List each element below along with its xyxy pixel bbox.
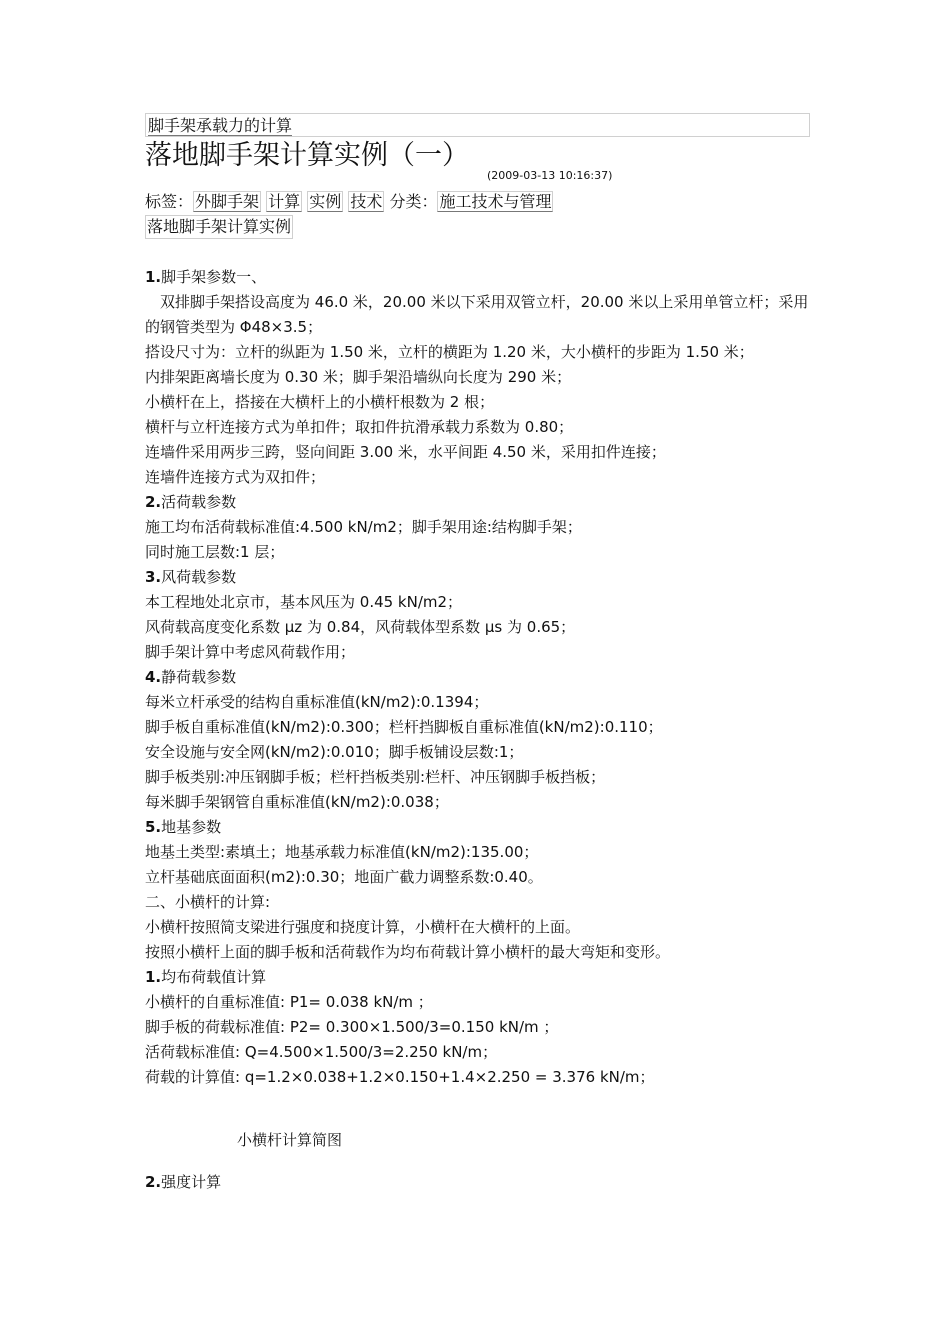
section-number: 4.: [145, 668, 162, 686]
line-text: 小横杆的自重标准值: P1= 0.038 kN/m ；: [145, 993, 433, 1011]
body-line: [145, 840, 810, 865]
body-line: [145, 890, 810, 915]
section-number: 2.: [145, 1173, 162, 1191]
body-line: [145, 765, 810, 790]
line-text: 按照小横杆上面的脚手板和活荷载作为均布荷载计算小横杆的最大弯矩和变形。: [145, 943, 671, 961]
line-text: 每米脚手架钢管自重标准值(kN/m2):0.038；: [145, 793, 449, 811]
article-subtitle: 落地脚手架计算实例: [145, 215, 293, 239]
section-number: 1.: [145, 968, 162, 986]
body-line: [145, 1065, 810, 1090]
section-title: 强度计算: [161, 1173, 222, 1191]
tag-link[interactable]: 实例: [309, 192, 342, 211]
line-text: 施工均布活荷载标准值:4.500 kN/m2；脚手架用途:结构脚手架；: [145, 518, 582, 536]
category-link[interactable]: 施工技术与管理: [439, 192, 552, 211]
line-text: 安全设施与安全网(kN/m2):0.010；脚手板铺设层数:1；: [145, 743, 524, 761]
tags-label: 标签：: [145, 192, 194, 211]
body-line: [145, 1040, 810, 1065]
header-box: [145, 113, 810, 137]
line-text: 搭设尺寸为：立杆的纵距为 1.50 米，立杆的横距为 1.20 米，大小横杆的步距为 1.50 米；: [145, 343, 754, 361]
line-text: 立杆基础底面面积(m2):0.30；地面广截力调整系数:0.40。: [145, 868, 543, 886]
body-line: [145, 515, 810, 540]
body-line: [145, 490, 810, 515]
line-text: 小横杆在上，搭接在大横杆上的小横杆根数为 2 根；: [145, 393, 495, 411]
line-text: 小横杆按照简支梁进行强度和挠度计算，小横杆在大横杆的上面。: [145, 918, 581, 936]
line-text: 地基参数: [161, 818, 222, 836]
line-text: 本工程地处北京市，基本风压为 0.45 kN/m2；: [145, 593, 463, 611]
section-heading: [145, 1170, 810, 1195]
line-text: 活荷载标准值: Q=4.500×1.500/3=2.250 kN/m；: [145, 1043, 498, 1061]
body-line: [145, 815, 810, 840]
figure-caption: 小横杆计算简图: [237, 1131, 343, 1149]
line-text: 连墙件采用两步三跨，竖向间距 3.00 米，水平间距 4.50 米，采用扣件连接；: [145, 443, 666, 461]
line-text: 脚手板类别:冲压钢脚手板；栏杆挡板类别:栏杆、冲压钢脚手板挡板；: [145, 768, 606, 786]
line-text: 脚手板的荷载标准值: P2= 0.300×1.500/3=0.150 kN/m ；: [145, 1018, 559, 1036]
line-text: 二、小横杆的计算:: [145, 893, 271, 911]
body-line: [145, 340, 810, 365]
body-line: [145, 990, 810, 1015]
body-line: [145, 865, 810, 890]
line-text: 静荷载参数: [161, 668, 237, 686]
line-text: 荷载的计算值: q=1.2×0.038+1.2×0.150+1.4×2.250 = 3.376 kN/m；: [145, 1068, 655, 1086]
tag-link[interactable]: 外脚手架: [195, 192, 260, 211]
line-text: 脚手板自重标准值(kN/m2):0.300；栏杆挡脚板自重标准值(kN/m2):0.110；: [145, 718, 663, 736]
line-text: 风荷载高度变化系数 μz 为 0.84，风荷载体型系数 μs 为 0.65；: [145, 618, 576, 636]
line-text: 活荷载参数: [161, 493, 237, 511]
body-line: [145, 715, 810, 740]
line-text: 脚手架参数一、: [161, 268, 267, 286]
body-line: [145, 915, 810, 940]
body-line: [145, 465, 810, 490]
line-text: 均布荷载值计算: [161, 968, 267, 986]
body-line: [145, 740, 810, 765]
body-line: [145, 290, 810, 340]
body-line: [145, 940, 810, 965]
body-line: [145, 265, 810, 290]
body-line: [145, 965, 810, 990]
page-title: 落地脚手架计算实例（一）: [145, 140, 469, 171]
line-text: 内排架距离墙长度为 0.30 米；脚手架沿墙纵向长度为 290 米；: [145, 368, 572, 386]
section-number: 3.: [145, 568, 162, 586]
section-number: 2.: [145, 493, 162, 511]
body-line: [145, 390, 810, 415]
body-line: [145, 790, 810, 815]
document-page: [145, 113, 810, 1195]
line-text: 脚手架计算中考虑风荷载作用；: [145, 643, 356, 661]
article-body: [145, 265, 810, 1090]
header-box-link[interactable]: 脚手架承载力的计算: [148, 116, 293, 135]
body-line: [145, 615, 810, 640]
body-line: [145, 665, 810, 690]
line-text: 横杆与立杆连接方式为单扣件；取扣件抗滑承载力系数为 0.80；: [145, 418, 574, 436]
body-line: [145, 415, 810, 440]
body-line: [145, 540, 810, 565]
tag-link[interactable]: 计算: [268, 192, 301, 211]
line-text: 连墙件连接方式为双扣件；: [145, 468, 326, 486]
section-number: 5.: [145, 818, 162, 836]
line-text: 地基土类型:素填土；地基承载力标准值(kN/m2):135.00；: [145, 843, 539, 861]
body-line: [145, 565, 810, 590]
section-number: 1.: [145, 268, 162, 286]
body-line: [145, 590, 810, 615]
body-line: [145, 440, 810, 465]
body-line: [145, 365, 810, 390]
tag-link[interactable]: 技术: [350, 192, 383, 211]
post-date: (2009-03-13 10:16:37): [487, 169, 613, 182]
body-line: [145, 690, 810, 715]
line-text: 同时施工层数:1 层；: [145, 543, 285, 561]
line-text: 双排脚手架搭设高度为 46.0 米，20.00 米以下采用双管立杆，20.00 米以上采用单管立杆；采用的钢管类型为 Φ48×3.5；: [145, 293, 809, 336]
tags-row: [145, 191, 810, 213]
line-text: 风荷载参数: [161, 568, 237, 586]
body-line: [145, 640, 810, 665]
line-text: 每米立杆承受的结构自重标准值(kN/m2):0.1394；: [145, 693, 489, 711]
category-label: 分类：: [389, 192, 438, 211]
body-line: [145, 1015, 810, 1040]
